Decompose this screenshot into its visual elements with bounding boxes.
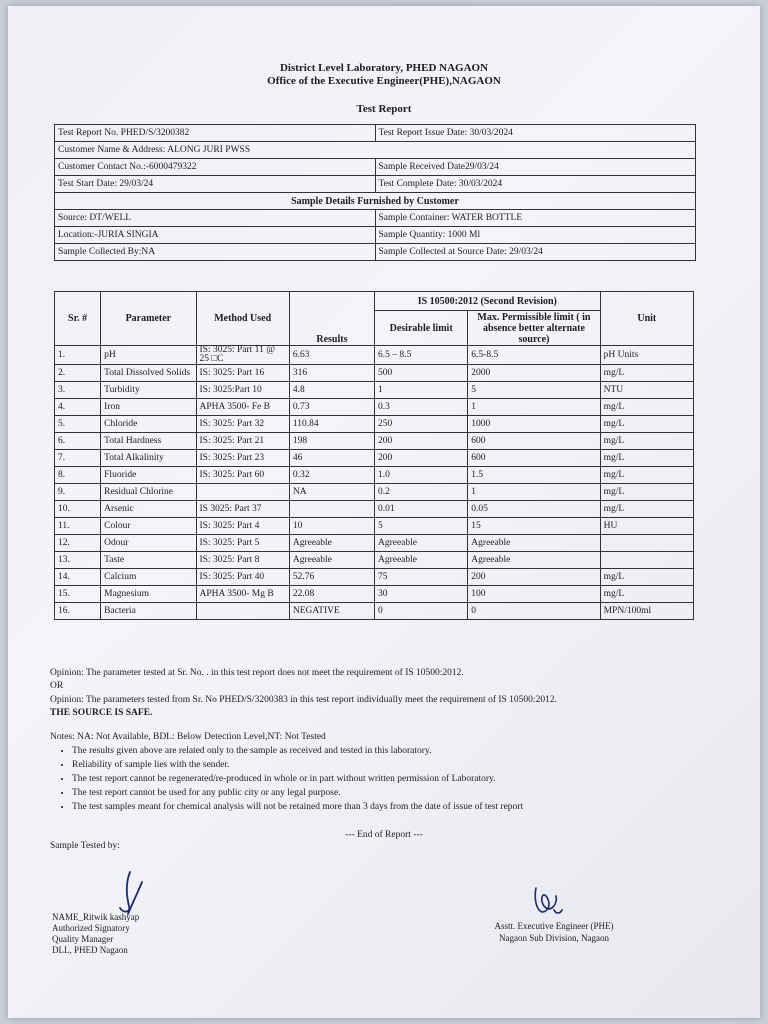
cell-param: Odour (101, 535, 196, 552)
cell-permissible: 0.05 (468, 501, 600, 518)
report-title: Test Report (356, 103, 412, 115)
cell-sr: 10. (55, 501, 101, 518)
table-row (55, 467, 694, 484)
cell-sr: 7. (55, 450, 101, 467)
results-body (55, 346, 694, 620)
opinion-pass: Opinion: The parameters tested from Sr. No PHED/S/3200383 in this test report individually meet the requirement of IS 10500:2012. (50, 695, 557, 705)
cell-sr: 12. (55, 535, 101, 552)
engineer-office: Nagaon Sub Division, Nagaon (499, 933, 609, 943)
cell-unit: MPN/100ml (600, 603, 693, 620)
cell-desirable: 5 (374, 518, 467, 535)
sample-source: Source: DT/WELL (55, 210, 376, 227)
cell-permissible: 1.5 (468, 467, 600, 484)
sample-received-date: Sample Received Date29/03/24 (375, 159, 696, 176)
sample-container: Sample Container: WATER BOTTLE (375, 210, 696, 227)
cell-sr: 1. (55, 346, 101, 365)
cell-method: IS: 3025: Part 23 (196, 450, 289, 467)
note-item: • The results given above are related only to the sample as received and tested in this laboratory. (72, 744, 730, 758)
cell-unit: mg/L (600, 416, 693, 433)
cell-desirable: 0.01 (374, 501, 467, 518)
cell-permissible: Agreeable (468, 552, 600, 569)
signatory-title: Quality Manager (52, 934, 114, 944)
cell-result: 10 (289, 518, 374, 535)
sample-details-heading: Sample Details Furnished by Customer (55, 193, 696, 210)
notes-section (50, 730, 730, 814)
col-desirable: Desirable limit (374, 311, 467, 346)
tested-by-label: Sample Tested by: (50, 841, 120, 851)
customer-name: Customer Name & Address: ALONG JURI PWSS (55, 142, 696, 159)
table-row (55, 416, 694, 433)
signatory-name: NAME_Ritwik kashyap (52, 912, 140, 922)
note-item: • The test samples meant for chemical analysis will not be retained more than 3 days from the date of issue of test report (72, 800, 730, 814)
customer-contact: Customer Contact No.:-6000479322 (55, 159, 376, 176)
cell-param: Total Hardness (101, 433, 196, 450)
cell-param: Taste (101, 552, 196, 569)
sample-collected-by: Sample Collected By:NA (55, 244, 376, 261)
cell-unit: mg/L (600, 433, 693, 450)
engineer-title: Asstt. Executive Engineer (PHE) (494, 921, 614, 931)
opinion-fail: Opinion: The parameter tested at Sr. No. . in this test report does not meet the requirement of IS 10500:2012. (50, 668, 464, 678)
test-start-date: Test Start Date: 29/03/24 (55, 176, 376, 193)
report-page (8, 6, 760, 1018)
issue-date: Test Report Issue Date: 30/03/2024 (375, 125, 696, 142)
cell-permissible: 6.5-8.5 (468, 346, 600, 365)
cell-permissible: 100 (468, 586, 600, 603)
cell-result: 4.8 (289, 382, 374, 399)
cell-param: Magnesium (101, 586, 196, 603)
cell-param: Total Dissolved Solids (101, 365, 196, 382)
cell-method: IS 3025: Part 37 (196, 501, 289, 518)
signatory-right (466, 920, 642, 944)
cell-permissible: Agreeable (468, 535, 600, 552)
cell-desirable: 200 (374, 433, 467, 450)
cell-unit: mg/L (600, 484, 693, 501)
cell-param: Bacteria (101, 603, 196, 620)
cell-permissible: 0 (468, 603, 600, 620)
cell-sr: 9. (55, 484, 101, 501)
col-standard: IS 10500:2012 (Second Revision) (374, 292, 600, 311)
cell-result: NEGATIVE (289, 603, 374, 620)
cell-sr: 4. (55, 399, 101, 416)
cell-param: Chloride (101, 416, 196, 433)
cell-unit: HU (600, 518, 693, 535)
cell-result (289, 501, 374, 518)
table-row (55, 501, 694, 518)
cell-sr: 6. (55, 433, 101, 450)
cell-desirable: 200 (374, 450, 467, 467)
report-number: Test Report No. PHED/S/3200382 (55, 125, 376, 142)
cell-param: Total Alkalinity (101, 450, 196, 467)
cell-sr: 15. (55, 586, 101, 603)
cell-result: 0.73 (289, 399, 374, 416)
cell-sr: 16. (55, 603, 101, 620)
cell-sr: 5. (55, 416, 101, 433)
cell-result: Agreeable (289, 552, 374, 569)
cell-param: pH (101, 346, 196, 365)
table-row (55, 569, 694, 586)
cell-sr: 13. (55, 552, 101, 569)
cell-desirable: Agreeable (374, 552, 467, 569)
cell-desirable: 0 (374, 603, 467, 620)
cell-desirable: 250 (374, 416, 467, 433)
cell-desirable: Agreeable (374, 535, 467, 552)
cell-method: IS: 3025: Part 40 (196, 569, 289, 586)
cell-result: 46 (289, 450, 374, 467)
cell-result: NA (289, 484, 374, 501)
cell-desirable: 6.5 – 8.5 (374, 346, 467, 365)
note-item: • Reliability of sample lies with the sender. (72, 758, 730, 772)
cell-unit: mg/L (600, 450, 693, 467)
cell-permissible: 600 (468, 433, 600, 450)
cell-method: IS: 3025: Part 4 (196, 518, 289, 535)
cell-unit: pH Units (600, 346, 693, 365)
table-row (55, 399, 694, 416)
col-permissible: Max. Permissible limit ( in absence better alternate source) (468, 311, 600, 346)
notes-title: Notes: NA: Not Available, BDL: Below Detection Level,NT: Not Tested (50, 732, 326, 742)
cell-permissible: 15 (468, 518, 600, 535)
cell-desirable: 30 (374, 586, 467, 603)
cell-method: IS: 3025: Part 11 @ 25 □C (196, 346, 289, 365)
end-of-report: --- End of Report --- (345, 830, 423, 840)
cell-unit: mg/L (600, 365, 693, 382)
cell-unit: mg/L (600, 569, 693, 586)
table-row (55, 365, 694, 382)
cell-sr: 3. (55, 382, 101, 399)
cell-param: Arsenic (101, 501, 196, 518)
cell-result: 110.84 (289, 416, 374, 433)
cell-permissible: 600 (468, 450, 600, 467)
table-row (55, 433, 694, 450)
cell-sr: 2. (55, 365, 101, 382)
cell-method (196, 484, 289, 501)
cell-param: Residual Chlorine (101, 484, 196, 501)
cell-unit: NTU (600, 382, 693, 399)
note-item: • The test report cannot be regenerated/re-produced in whole or in part without written permission of Laboratory. (72, 772, 730, 786)
table-row (55, 484, 694, 501)
cell-permissible: 200 (468, 569, 600, 586)
col-results: Results (289, 292, 374, 346)
cell-sr: 14. (55, 569, 101, 586)
signatory-role: Authorized Signatory (52, 923, 130, 933)
cell-desirable: 0.3 (374, 399, 467, 416)
cell-param: Turbidity (101, 382, 196, 399)
col-sr: Sr. # (55, 292, 101, 346)
col-unit: Unit (600, 292, 693, 346)
cell-desirable: 0.2 (374, 484, 467, 501)
cell-permissible: 5 (468, 382, 600, 399)
cell-result: 52.76 (289, 569, 374, 586)
cell-sr: 11. (55, 518, 101, 535)
cell-result: 22.08 (289, 586, 374, 603)
cell-result: 316 (289, 365, 374, 382)
cell-param: Fluoride (101, 467, 196, 484)
results-table (54, 291, 694, 620)
signatory-left (52, 912, 139, 956)
cell-result: 0.32 (289, 467, 374, 484)
notes-list (50, 744, 730, 814)
source-verdict: THE SOURCE IS SAFE. (50, 708, 153, 718)
cell-permissible: 1 (468, 399, 600, 416)
sample-quantity: Sample Quantity: 1000 Ml (375, 227, 696, 244)
cell-desirable: 1.0 (374, 467, 467, 484)
table-row (55, 518, 694, 535)
table-row (55, 382, 694, 399)
cell-method: IS: 3025: Part 5 (196, 535, 289, 552)
cell-method: IS: 3025: Part 60 (196, 467, 289, 484)
table-row (55, 552, 694, 569)
cell-method: IS: 3025:Part 10 (196, 382, 289, 399)
cell-unit (600, 552, 693, 569)
cell-desirable: 1 (374, 382, 467, 399)
signature-right (526, 882, 570, 922)
cell-unit: mg/L (600, 399, 693, 416)
cell-param: Colour (101, 518, 196, 535)
table-row (55, 586, 694, 603)
table-row (55, 603, 694, 620)
cell-method: IS: 3025: Part 21 (196, 433, 289, 450)
note-item: • The test report cannot be used for any public city or any legal purpose. (72, 786, 730, 800)
sample-location: Location:-JURIA SINGIA (55, 227, 376, 244)
cell-method: IS: 3025: Part 32 (196, 416, 289, 433)
cell-param: Calcium (101, 569, 196, 586)
sample-collected-date: Sample Collected at Source Date: 29/03/24 (375, 244, 696, 261)
cell-method: APHA 3500- Fe B (196, 399, 289, 416)
cell-param: Iron (101, 399, 196, 416)
cell-sr: 8. (55, 467, 101, 484)
cell-permissible: 1000 (468, 416, 600, 433)
cell-desirable: 75 (374, 569, 467, 586)
cell-method: IS: 3025: Part 16 (196, 365, 289, 382)
col-parameter: Parameter (101, 292, 196, 346)
test-complete-date: Test Complete Date: 30/03/2024 (375, 176, 696, 193)
cell-permissible: 2000 (468, 365, 600, 382)
opinion-or: OR (50, 681, 64, 691)
cell-result: 198 (289, 433, 374, 450)
cell-desirable: 500 (374, 365, 467, 382)
cell-unit (600, 535, 693, 552)
signatory-org: DLL, PHED Nagaon (52, 945, 128, 955)
report-info-table (54, 124, 696, 261)
cell-method: APHA 3500- Mg B (196, 586, 289, 603)
cell-permissible: 1 (468, 484, 600, 501)
table-row (55, 450, 694, 467)
lab-name: District Level Laboratory, PHED NAGAON (279, 62, 489, 74)
office-name: Office of the Executive Engineer(PHE),NAGAON (267, 75, 501, 87)
col-method: Method Used (196, 292, 289, 346)
cell-result: Agreeable (289, 535, 374, 552)
cell-result: 6.63 (289, 346, 374, 365)
cell-method (196, 603, 289, 620)
cell-method: IS: 3025: Part 8 (196, 552, 289, 569)
table-row (55, 346, 694, 365)
cell-unit: mg/L (600, 586, 693, 603)
table-row (55, 535, 694, 552)
cell-unit: mg/L (600, 467, 693, 484)
cell-unit: mg/L (600, 501, 693, 518)
